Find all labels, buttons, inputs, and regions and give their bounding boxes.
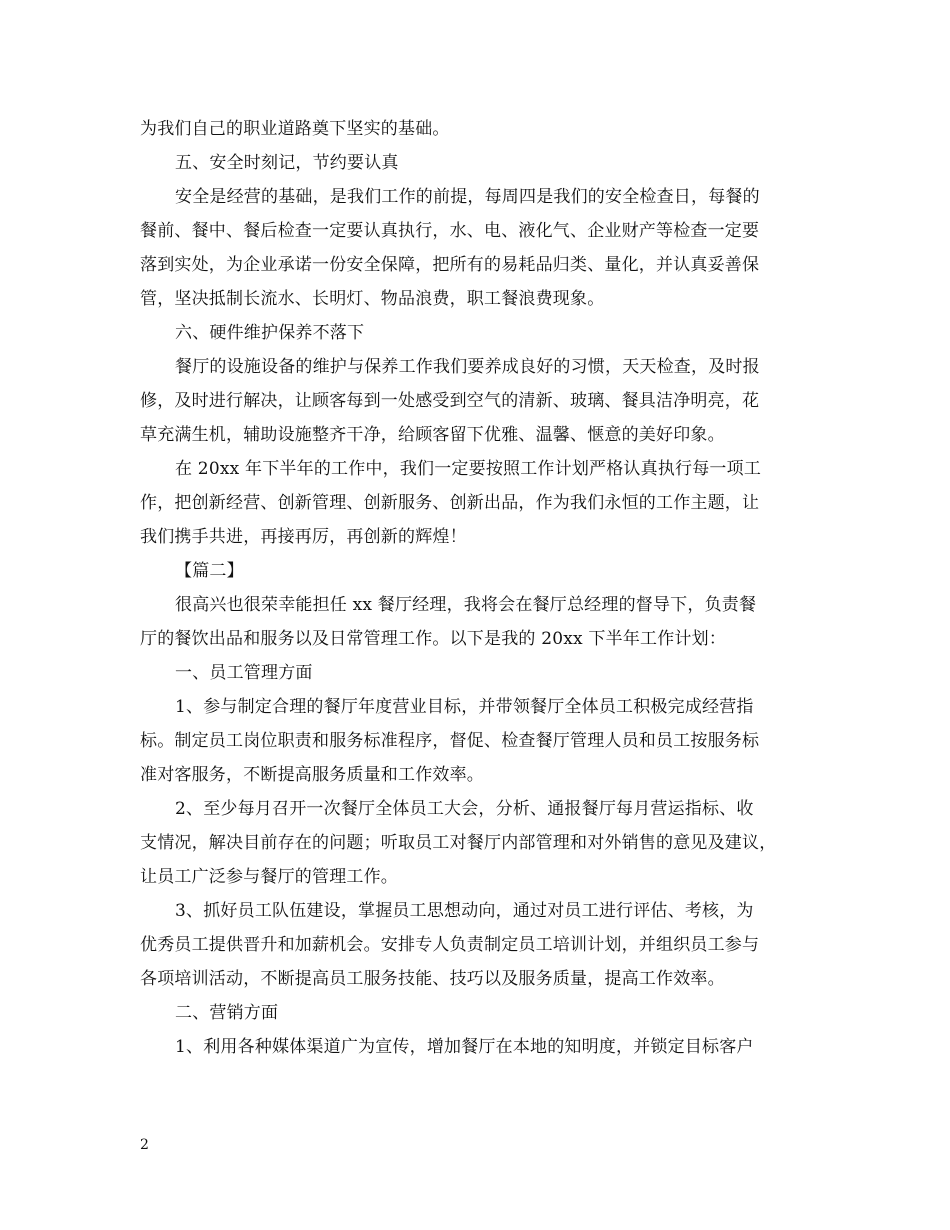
text-line: 安全是经营的基础，是我们工作的前提，每周四是我们的安全检查日，每餐的 — [175, 187, 760, 207]
text-line: 厅的餐饮出品和服务以及日常管理工作。以下是我的 20xx 下半年工作计划： — [140, 629, 727, 649]
text-line: 落到实处，为企业承诺一份安全保障，把所有的易耗品归类、量化，并认真妥善保 — [140, 255, 760, 275]
text-line: 2、至少每月召开一次餐厅全体员工大会，分析、通报餐厅每月营运指标、收 — [175, 799, 754, 819]
text-line: 餐厅的设施设备的维护与保养工作我们要养成良好的习惯，天天检查，及时报 — [175, 357, 760, 377]
text-line: 准对客服务，不断提高服务质量和工作效率。 — [140, 765, 484, 785]
text-line: 很高兴也很荣幸能担任 xx 餐厅经理，我将会在餐厅总经理的督导下，负责餐 — [175, 595, 757, 615]
text-line: 一、员工管理方面 — [175, 663, 313, 683]
text-line: 五、安全时刻记，节约要认真 — [175, 153, 399, 173]
text-line: 【篇二】 — [175, 561, 244, 581]
text-line: 优秀员工提供晋升和加薪机会。安排专人负责制定员工培训计划，并组织员工参与 — [140, 935, 760, 955]
text-line: 餐前、餐中、餐后检查一定要认真执行，水、电、液化气、企业财产等检查一定要 — [140, 221, 760, 241]
document-body — [140, 112, 812, 1064]
text-line: 让员工广泛参与餐厅的管理工作。 — [140, 867, 398, 887]
page-number: 2 — [140, 1137, 149, 1153]
text-line: 标。制定员工岗位职责和服务标准程序，督促、检查餐厅管理人员和员工按服务标 — [140, 731, 760, 751]
text-line: 支情况，解决目前存在的问题；听取员工对餐厅内部管理和对外销售的意见及建议， — [140, 833, 777, 853]
text-line: 二、营销方面 — [175, 1003, 279, 1023]
text-line: 我们携手共进，再接再厉，再创新的辉煌！ — [140, 527, 467, 547]
text-line: 3、抓好员工队伍建设，掌握员工思想动向，通过对员工进行评估、考核，为 — [175, 901, 754, 921]
text-line: 六、硬件维护保养不落下 — [175, 323, 365, 343]
text-line: 作，把创新经营、创新管理、创新服务、创新出品，作为我们永恒的工作主题，让 — [140, 493, 760, 513]
text-line: 1、参与制定合理的餐厅年度营业目标，并带领餐厅全体员工积极完成经营指 — [175, 697, 754, 717]
text-line: 草充满生机，辅助设施整齐干净，给顾客留下优雅、温馨、惬意的美好印象。 — [140, 425, 725, 445]
text-line: 在 20xx 年下半年的工作中，我们一定要按照工作计划严格认真执行每一项工 — [175, 459, 762, 479]
text-line: 管，坚决抵制长流水、长明灯、物品浪费，职工餐浪费现象。 — [140, 289, 605, 309]
text-line: 各项培训活动，不断提高员工服务技能、技巧以及服务质量，提高工作效率。 — [140, 969, 725, 989]
text-line: 1、利用各种媒体渠道广为宣传，增加餐厅在本地的知明度，并锁定目标客户 — [175, 1037, 754, 1057]
text-line: 修，及时进行解决，让顾客每到一处感受到空气的清新、玻璃、餐具洁净明亮，花 — [140, 391, 760, 411]
text-line: 为我们自己的职业道路奠下坚实的基础。 — [140, 119, 450, 139]
